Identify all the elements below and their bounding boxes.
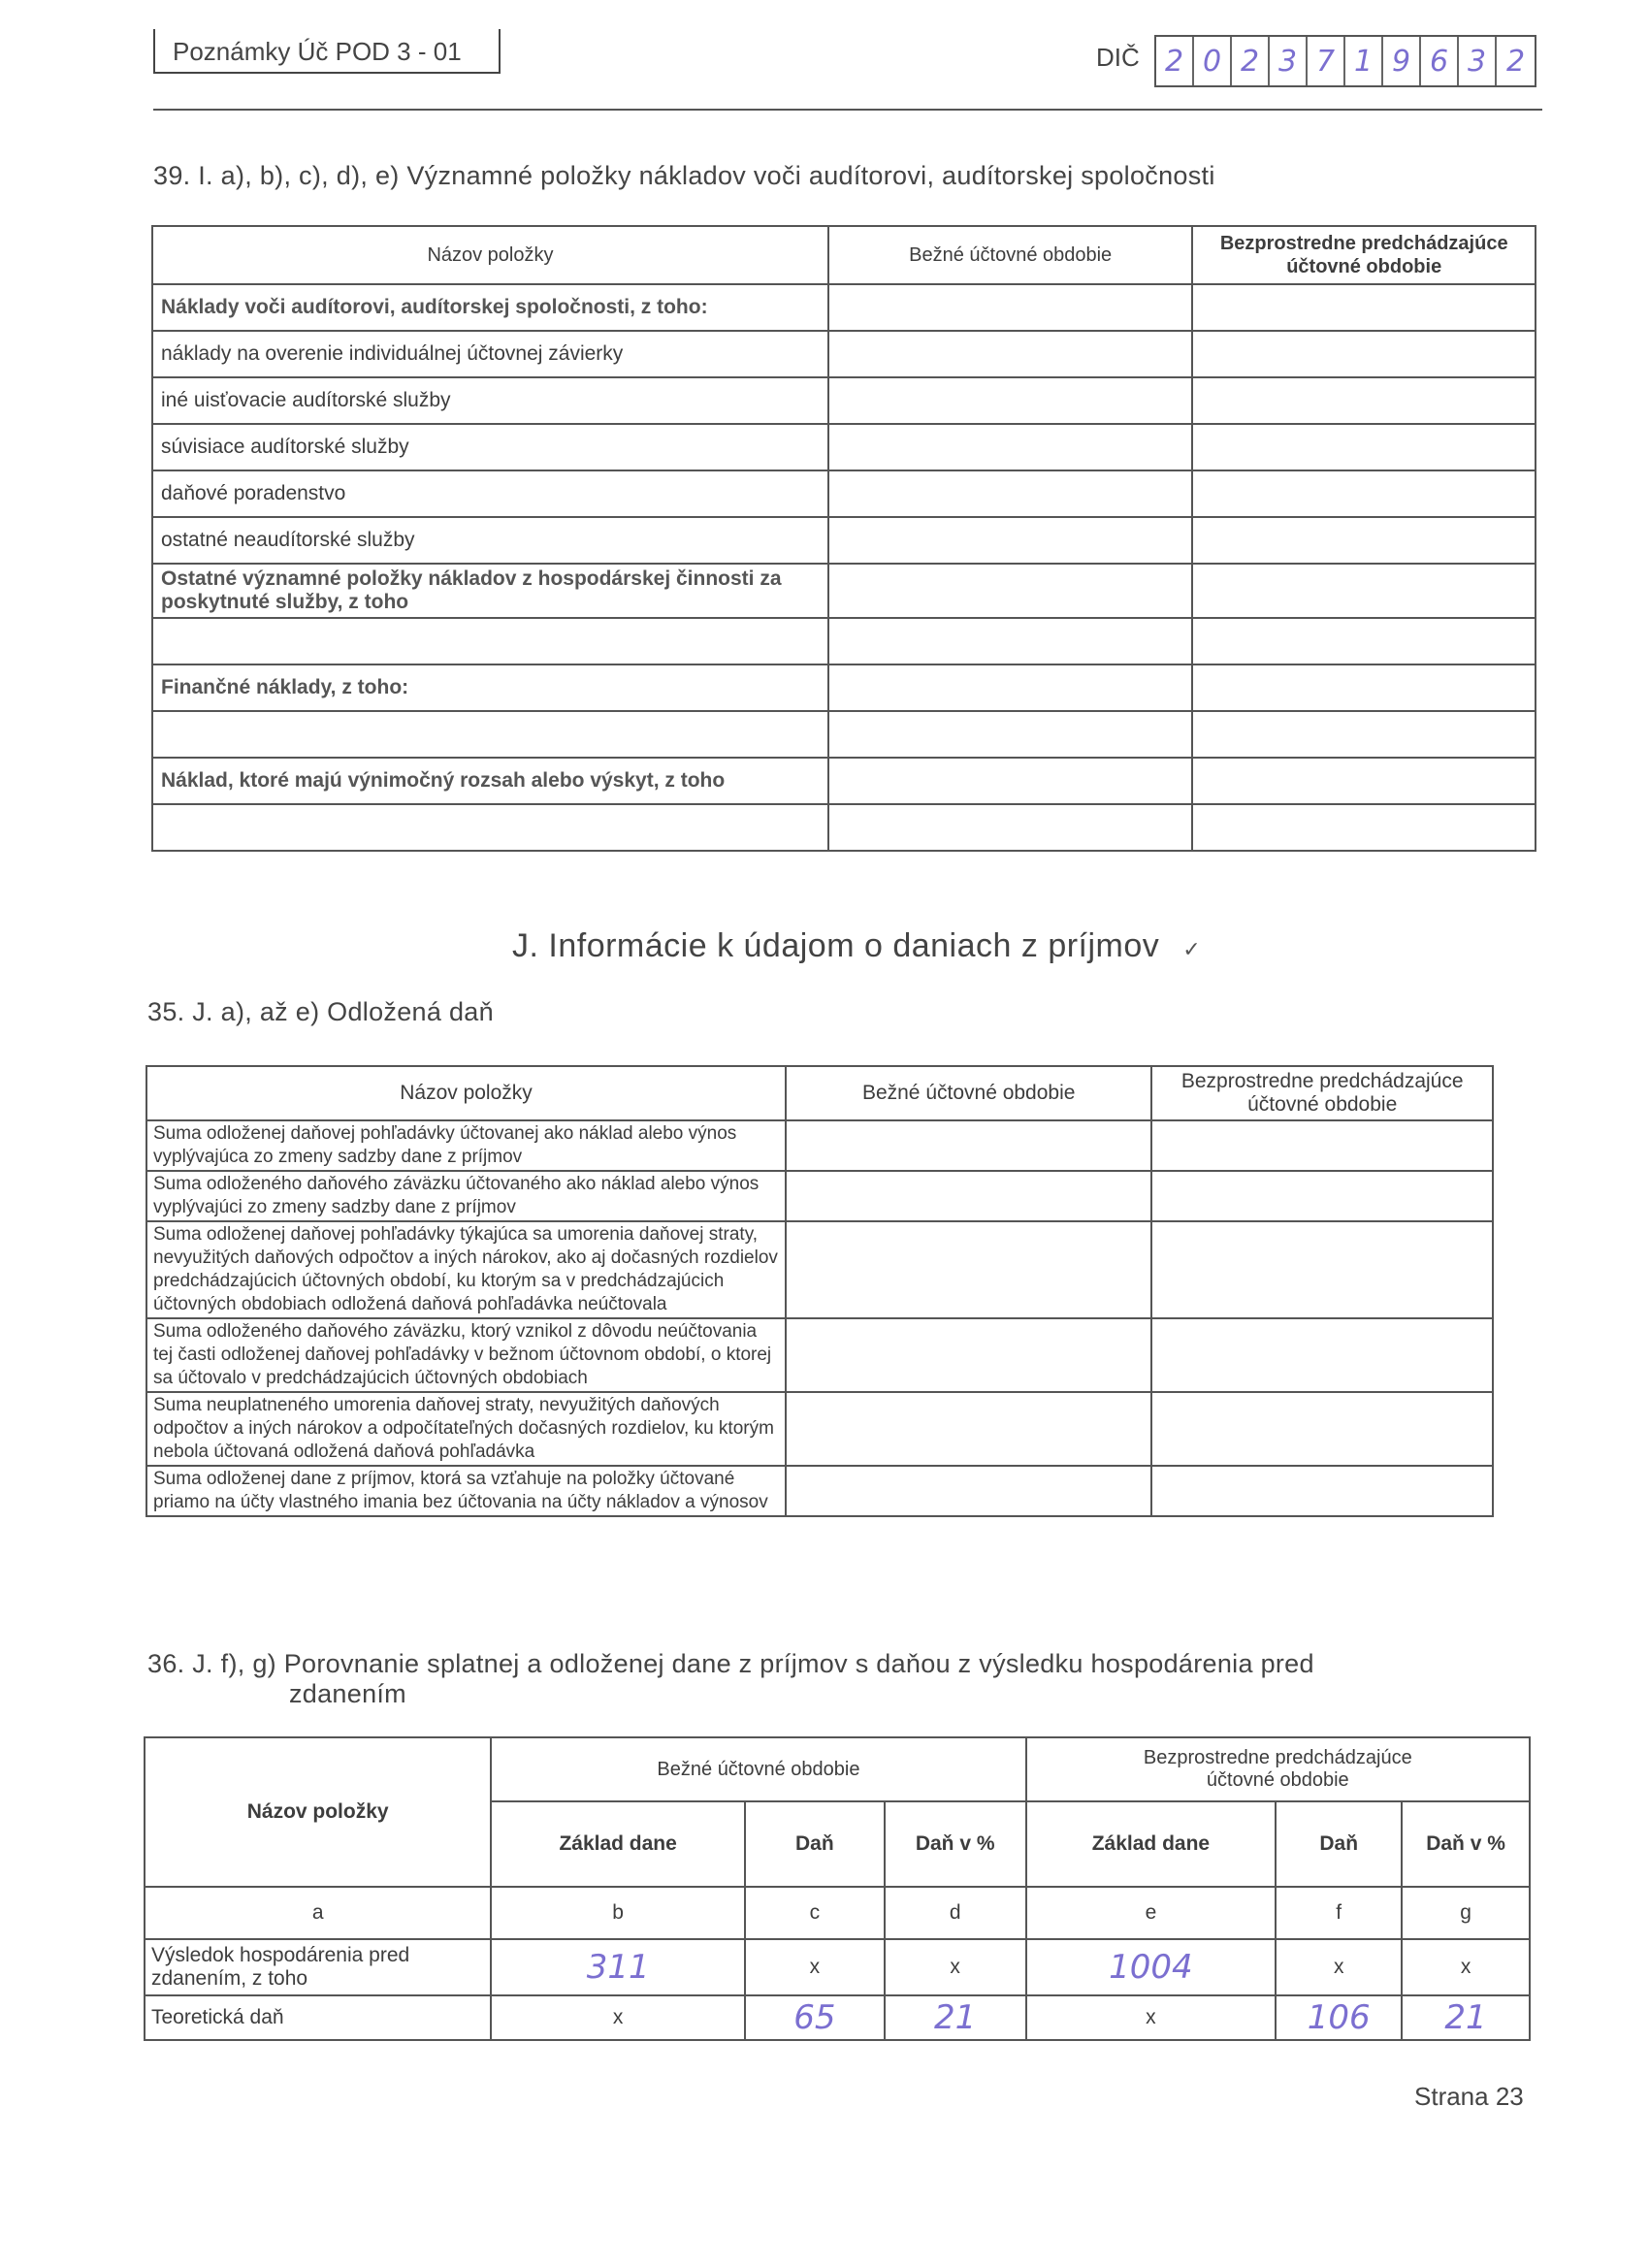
column-letter-row [145,1887,1530,1939]
column-letter: d [885,1887,1026,1939]
value-cell[interactable]: x [745,1939,885,1995]
row-label: daňové poradenstvo [152,470,828,517]
previous-period-cell[interactable] [1192,284,1536,331]
table-row [152,711,1536,758]
row-label: náklady na overenie individuálnej účtovnej závierky [152,331,828,377]
previous-period-cell[interactable] [1192,470,1536,517]
table-header-row [152,226,1536,284]
dic-label: DIČ [1096,43,1140,72]
column-letter: c [745,1887,885,1939]
previous-period-cell[interactable] [1192,618,1536,664]
table-row [152,517,1536,564]
dic-digit[interactable]: 2 [1156,37,1194,85]
table-header-row [146,1066,1493,1120]
dic-digit[interactable]: 9 [1383,37,1421,85]
row-label [152,618,828,664]
previous-period-cell[interactable] [1192,517,1536,564]
dic-digit[interactable]: 6 [1421,37,1459,85]
previous-period-cell[interactable] [1151,1466,1493,1516]
column-subheader: Základ dane [491,1801,745,1887]
current-period-cell[interactable] [786,1120,1151,1171]
table-row [152,377,1536,424]
column-subheader: Daň [745,1801,885,1887]
value-cell[interactable]: x [885,1939,1026,1995]
value-cell[interactable]: 21 [1402,1995,1530,2040]
table-row [146,1466,1493,1516]
section-35-table [146,1065,1494,1517]
table-row [145,1939,1530,1995]
dic-digit[interactable]: 0 [1194,37,1232,85]
previous-period-cell[interactable] [1151,1221,1493,1318]
table-row [152,284,1536,331]
row-label: Suma odloženej dane z príjmov, ktorá sa vzťahuje na položky účtované priamo na účty vlastného imania bez účtovania na účty nákladov a výnosov [146,1466,786,1516]
row-label [152,711,828,758]
previous-period-cell[interactable] [1192,804,1536,851]
column-letter: a [145,1887,491,1939]
current-period-cell[interactable] [828,377,1192,424]
value-cell[interactable]: 1004 [1026,1939,1277,1995]
row-label: iné uisťovacie audítorské služby [152,377,828,424]
previous-period-cell[interactable] [1192,711,1536,758]
current-period-cell[interactable] [786,1221,1151,1318]
table-row [152,424,1536,470]
section-36-title-line1: 36. J. f), g) Porovnanie splatnej a odloženej dane z príjmov s daňou z výsledku hospodárenia pred [147,1649,1314,1678]
current-period-cell[interactable] [828,804,1192,851]
column-header: Bežné účtovné obdobie [828,226,1192,284]
table-row [152,470,1536,517]
value-cell[interactable]: x [1026,1995,1277,2040]
table-row [146,1221,1493,1318]
column-header-previous-period: Bezprostredne predchádzajúce účtovné obdobie [1026,1737,1530,1801]
current-period-cell[interactable] [828,711,1192,758]
row-label: Suma odloženého daňového záväzku, ktorý vznikol z dôvodu neúčtovania tej časti odloženej daňovej pohľadávky v bežnom účtovnom období, o ktorej sa účtovalo v predchádzajúcich účtovných obdobiach [146,1318,786,1392]
section-36-title [147,1649,1314,1709]
current-period-cell[interactable] [828,758,1192,804]
dic-digit[interactable]: 7 [1308,37,1345,85]
column-letter: e [1026,1887,1277,1939]
value-cell[interactable]: 21 [885,1995,1026,2040]
row-label: Suma odloženej daňovej pohľadávky účtovanej ako náklad alebo výnos vyplývajúca zo zmeny sadzby dane z príjmov [146,1120,786,1171]
section-j-heading [512,927,1201,965]
dic-field[interactable] [1154,35,1536,87]
section-39-table [151,225,1536,852]
current-period-cell[interactable] [786,1466,1151,1516]
table-row [152,331,1536,377]
table-row [146,1120,1493,1171]
check-mark-icon: ✓ [1182,937,1202,961]
row-label: Ostatné významné položky nákladov z hospodárskej činnosti za poskytnuté služby, z toho [152,564,828,618]
section-36-title-line2: zdanením [289,1679,406,1708]
current-period-cell[interactable] [828,331,1192,377]
dic-digit[interactable]: 2 [1505,44,1526,79]
page-number: Strana 23 [1414,2082,1524,2111]
table-row [152,664,1536,711]
header-divider [153,109,1542,111]
column-letter: b [491,1887,745,1939]
table-header-row [145,1737,1530,1801]
table-row [146,1318,1493,1392]
section-35-title: 35. J. a), až e) Odložená daň [147,997,494,1026]
previous-period-cell[interactable] [1192,424,1536,470]
current-period-cell[interactable] [828,517,1192,564]
row-label: Finančné náklady, z toho: [152,664,828,711]
current-period-cell[interactable] [828,284,1192,331]
row-label: Náklad, ktoré majú výnimočný rozsah alebo výskyt, z toho [152,758,828,804]
dic-digit[interactable]: 3 [1270,37,1308,85]
value-cell[interactable]: 106 [1276,1995,1402,2040]
column-subheader: Daň v % [885,1801,1026,1887]
value-cell[interactable]: 311 [491,1939,745,1995]
current-period-cell[interactable] [786,1171,1151,1221]
value-cell[interactable]: x [491,1995,745,2040]
table-row [152,618,1536,664]
dic-digit[interactable]: 1 [1345,37,1383,85]
current-period-cell[interactable] [828,664,1192,711]
previous-period-cell[interactable] [1192,377,1536,424]
previous-period-cell[interactable] [1151,1171,1493,1221]
row-label: Suma odloženého daňového záväzku účtovaného ako náklad alebo výnos vyplývajúci zo zmeny sadzby dane z príjmov [146,1171,786,1221]
column-header-name: Názov položky [145,1737,491,1887]
column-header: Bezprostredne predchádzajúce účtovné obdobie [1192,226,1536,284]
current-period-cell[interactable] [828,564,1192,618]
previous-period-cell[interactable] [1151,1318,1493,1392]
dic-digit[interactable]: 2 [1232,37,1270,85]
table-row [152,564,1536,618]
column-header: Názov položky [152,226,828,284]
previous-period-cell[interactable] [1151,1392,1493,1466]
column-subheader: Základ dane [1026,1801,1277,1887]
previous-period-cell[interactable] [1192,331,1536,377]
previous-period-cell[interactable] [1192,664,1536,711]
previous-period-cell[interactable] [1192,758,1536,804]
column-subheader: Daň [1276,1801,1402,1887]
table-row [152,804,1536,851]
section-j-heading-text: J. Informácie k údajom o daniach z príjmov [512,927,1160,964]
value-cell[interactable]: x [1402,1939,1530,1995]
row-label: Teoretická daň [145,1995,491,2040]
current-period-cell[interactable] [828,618,1192,664]
current-period-cell[interactable] [786,1392,1151,1466]
column-letter: f [1276,1887,1402,1939]
column-subheader: Daň v % [1402,1801,1530,1887]
row-label: Výsledok hospodárenia pred zdanením, z toho [145,1939,491,1995]
column-letter: g [1402,1887,1530,1939]
row-label [152,804,828,851]
previous-period-cell[interactable] [1151,1120,1493,1171]
column-header: Bezprostredne predchádzajúce účtovné obdobie [1151,1066,1493,1120]
current-period-cell[interactable] [786,1318,1151,1392]
table-row [145,1995,1530,2040]
value-cell[interactable]: x [1276,1939,1402,1995]
column-header: Názov položky [146,1066,786,1120]
section-36-table [144,1736,1531,2041]
form-label: Poznámky Úč POD 3 - 01 [153,29,501,74]
column-header-current-period: Bežné účtovné obdobie [491,1737,1025,1801]
column-header: Bežné účtovné obdobie [786,1066,1151,1120]
table-row [152,758,1536,804]
row-label: ostatné neaudítorské služby [152,517,828,564]
table-row [146,1171,1493,1221]
row-label: Suma odloženej daňovej pohľadávky týkajúca sa umorenia daňovej straty, nevyužitých daňových odpočtov a iných nárokov, ako aj dočasných rozdielov predchádzajúcich účtovných období, ku ktorým sa v predchádzajúcich účtovných obdobiach odložená daňová pohľadávka neúčtovala [146,1221,786,1318]
value-cell[interactable]: 65 [745,1995,885,2040]
previous-period-cell[interactable] [1192,564,1536,618]
current-period-cell[interactable] [828,470,1192,517]
dic-digit[interactable]: 3 [1459,37,1497,85]
row-label: Suma neuplatneného umorenia daňovej straty, nevyužitých daňových odpočtov a iných nárokov a odpočítateľných dočasných rozdielov, ku ktorým nebola účtovaná odložená daňová pohľadávka [146,1392,786,1466]
row-label: Náklady voči audítorovi, audítorskej spoločnosti, z toho: [152,284,828,331]
row-label: súvisiace audítorské služby [152,424,828,470]
section-39-title: 39. I. a), b), c), d), e) Významné položky nákladov voči audítorovi, audítorskej spoločnosti [153,161,1215,190]
table-row [146,1392,1493,1466]
current-period-cell[interactable] [828,424,1192,470]
